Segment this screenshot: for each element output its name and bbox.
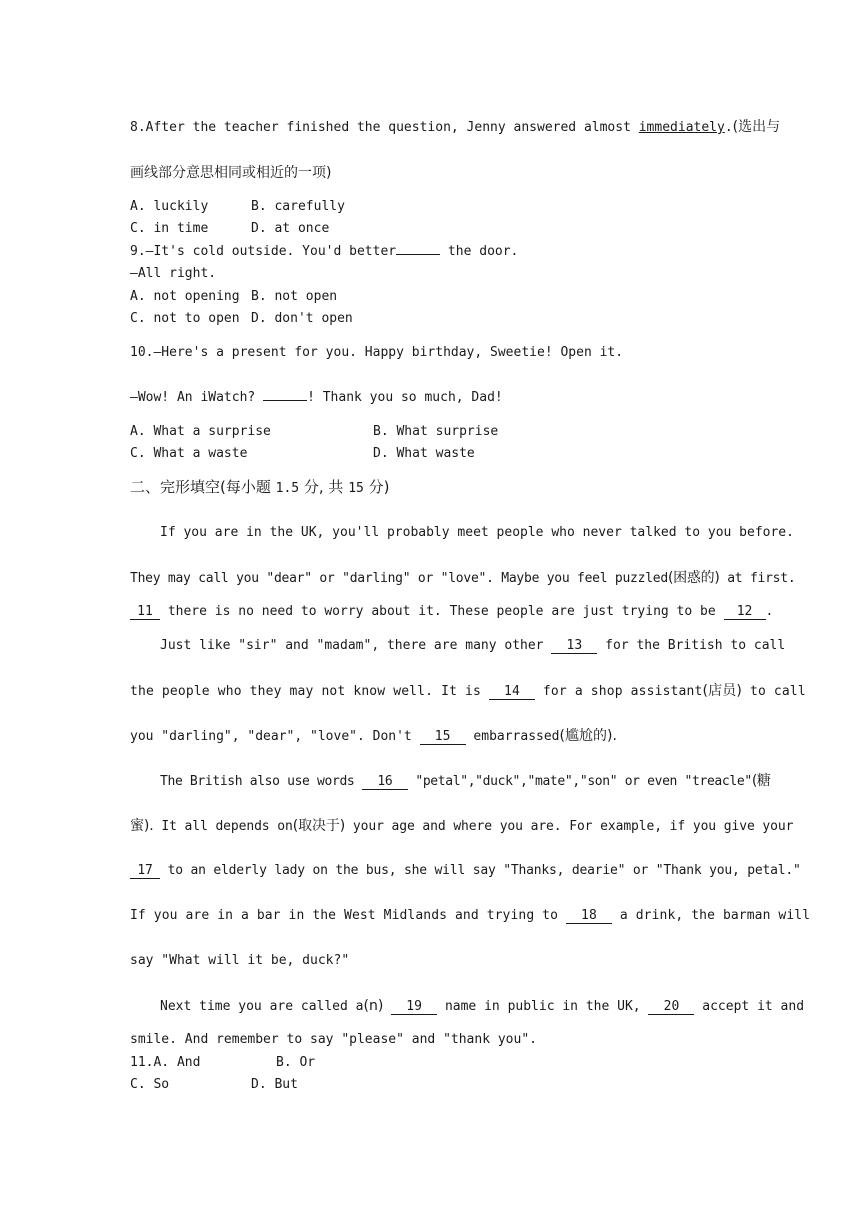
blank-11: 11 [130,604,160,620]
passage-text: embarrassed [465,729,560,744]
section-title-part2: 分, 共 [299,478,349,496]
q8-option-c: C. in time [130,221,209,236]
passage-text: for the British to call [597,638,786,653]
q10-line2 [130,389,503,407]
passage-text: a drink, the barman will [611,908,811,923]
passage-text: your age and where you are. For example, if you give your [345,819,794,834]
q9-line2: —All right. [130,266,217,281]
blank-13: 13 [551,638,597,654]
passage-gloss-cn: 蜜). [130,818,154,834]
passage-text: The British also use words [160,774,362,789]
passage-text: name in public in the UK, [437,999,649,1014]
passage-text: you "darling", "dear", "love". Don't [130,729,420,744]
passage-p3-line1 [160,772,771,791]
blank-17: 17 [130,863,160,879]
q10-option-a: A. What a surprise [130,424,271,439]
q10-line1: 10.—Here's a present for you. Happy birthday, Sweetie! Open it. [130,345,624,360]
q10-blank [263,400,307,401]
q8-text: 8.After the teacher finished the question, Jenny answered almost [130,120,639,135]
passage-gloss-cn: (尴尬的). [559,728,617,744]
section-title-total: 15 [348,481,364,496]
passage-gloss-cn: (糖 [751,773,771,789]
q10-option-b: B. What surprise [373,424,499,439]
passage-gloss-cn: (困惑的) [667,570,720,586]
passage-text: accept it and [694,999,805,1014]
passage-p2-line1 [160,637,785,655]
passage-text: "petal","duck","mate","son" or even "treacle" [407,774,752,789]
q11-option-a: 11.A. And [130,1055,201,1070]
blank-16: 16 [362,774,408,790]
passage-text: If you are in a bar in the West Midlands and trying to [130,908,566,923]
section-title-part1: 二、完形填空(每小题 [130,478,276,496]
q11-option-b: B. Or [276,1055,316,1070]
blank-12: 12 [724,604,766,620]
passage-p4-line1 [160,997,804,1016]
q9-option-d: D. don't open [251,311,353,326]
q9-option-c: C. not to open [130,311,240,326]
section-title-part3: 分) [363,478,390,496]
q10-text-end: ! Thank you so much, Dad! [307,390,503,405]
q11-option-c: C. So [130,1077,170,1092]
passage-gloss-cn: (n) [363,998,384,1014]
q8-instruction-cn-2: 画线部分意思相同或相近的一项) [130,165,332,181]
blank-14: 14 [489,684,535,700]
passage-text: the people who they may not know well. It is [130,684,489,699]
passage-text: for a shop assistant [534,684,703,699]
section-heading [130,478,389,498]
passage-p1-line3 [130,603,773,621]
blank-19: 19 [391,999,437,1015]
q8-underlined-word: immediately [638,120,725,135]
passage-text: They may call you "dear" or "darling" or "love". Maybe you feel puzzled [130,571,668,586]
passage-p3-line4 [130,907,810,925]
q8-option-d: D. at once [251,221,330,236]
blank-20: 20 [648,999,694,1015]
passage-text: at first. [719,571,796,586]
passage-gloss-cn: (取决于) [292,818,346,834]
passage-text: there is no need to worry about it. These people are just trying to be [160,604,724,619]
passage-p1-line2 [130,569,795,588]
q9-text-end: the door. [440,244,519,259]
passage-text: Just like "sir" and "madam", there are many other [160,638,552,653]
passage-text: It all depends on [153,819,293,834]
passage-text: Next time you are called a [160,999,364,1014]
passage-p2-line2 [130,682,806,701]
q9-option-a: A. not opening [130,289,240,304]
passage-text: to call [742,684,806,699]
q9-blank [396,254,440,255]
q11-option-d: D. But [251,1077,298,1092]
passage-p3-line5: say "What will it be, duck?" [130,953,350,968]
section-title-points: 1.5 [275,481,300,496]
q9-option-b: B. not open [251,289,338,304]
q8-option-b: B. carefully [251,199,345,214]
passage-p1-line1: If you are in the UK, you'll probably meet people who never talked to you before. [160,525,794,540]
q10-option-c: C. What a waste [130,446,248,461]
blank-18: 18 [566,908,612,924]
q10-option-d: D. What waste [373,446,475,461]
passage-text: . [765,604,774,619]
q8-option-a: A. luckily [130,199,209,214]
passage-p4-line2: smile. And remember to say "please" and "thank you". [130,1032,537,1047]
q9-text: 9.—It's cold outside. You'd better [130,244,397,259]
passage-p3-line3 [130,862,801,880]
blank-15: 15 [420,729,466,745]
passage-p2-line3 [130,727,617,746]
passage-gloss-cn: (店员) [702,683,742,699]
passage-text: to an elderly lady on the bus, she will say "Thanks, dearie" or "Thank you, petal." [160,863,801,878]
q9-line1 [130,243,518,261]
q8-instruction-cn: (选出与 [732,119,781,135]
q8-line1 [130,118,780,137]
passage-p3-line2 [130,817,793,836]
q8-period: . [724,120,733,135]
q10-text: —Wow! An iWatch? [130,390,264,405]
